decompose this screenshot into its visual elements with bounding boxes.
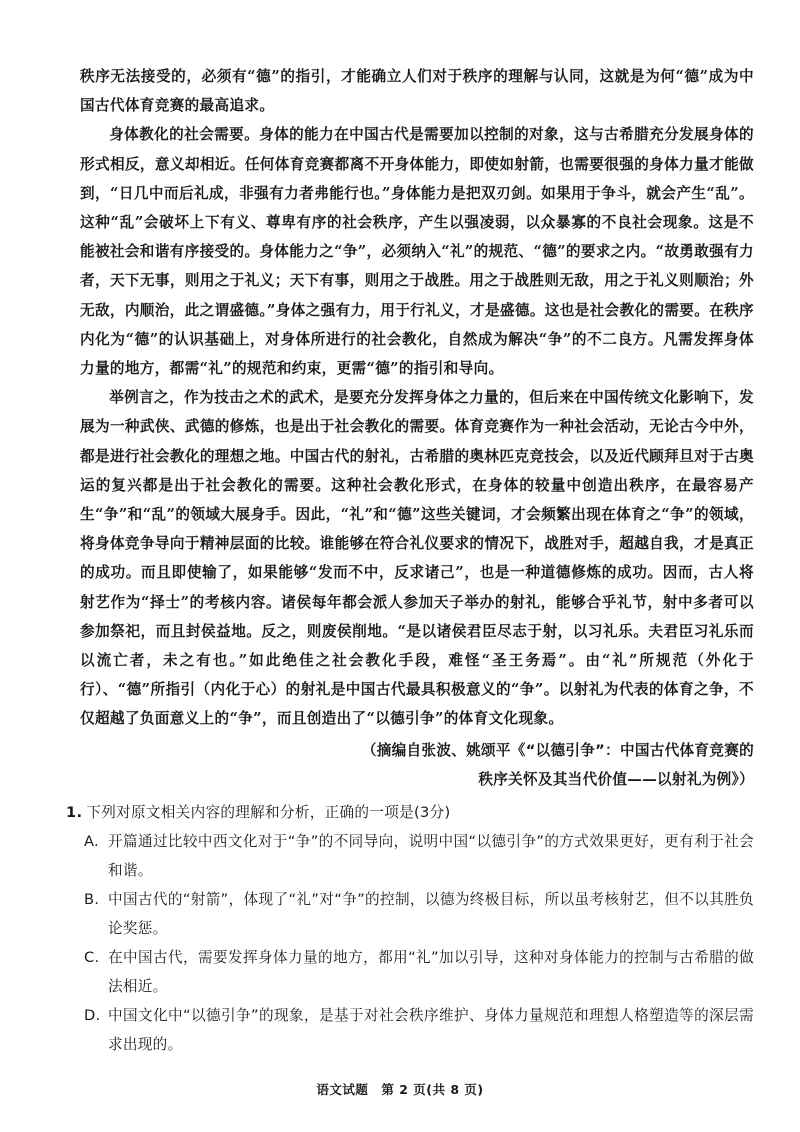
article-paragraph-3: 举例言之，作为技击之术的武术，是要充分发挥身体之力量的，但后来在中国传统文化影响下，发展为一种武侠、武德的修炼，也是出于社会教化的需要。体育竞赛作为一种社会活动，无论古今中外，都是进行社会教化的理想之地。中国古代的射礼，古希腊的奥林匹克竞技会，以及近代顾拜旦对于古奥运的复兴都是出于社会教化的需要。这种社会教化形式，在身体的较量中创造出秩序，在最容易产生“争”和“乱”的领域大展身手。因此，“礼”和“德”这些关键词，才会频繁出现在体育之“争”的领域，将身体竞争导向于精神层面的比较。谁能够在符合礼仪要求的情况下，战胜对手，超越自我，才是真正的成功。而且即使输了，如果能够“发而不中，反求诸己”，也是一种道德修炼的成功。因而，古人将射艺作为“择士”的考核内容。诸侯每年都会派人参加天子举办的射礼，能够合乎礼节，射中多者可以参加祭祀，而且封侯益地。反之，则废侯削地。“是以诸侯君臣尽志于射，以习礼乐。夫君臣习礼乐而以流亡者，未之有也。”如此绝佳之社会教化手段，难怪“圣王务焉”。由“礼”所规范（外化于行）、“德”所指引（内化于心）的射礼是中国古代最具积极意义的“争”。以射礼为代表的体育之争，不仅超越了负面意义上的“争”，而且创造出了“以德引争”的体育文化现象。 [80,389,754,728]
page-footer: 语文试题 第 2 页(共 8 页) [316,1082,484,1097]
option-c[interactable] [84,943,754,1001]
article-body [80,62,754,794]
option-letter: C. [84,949,100,967]
option-text: 开篇通过比较中西文化对于“争”的不同导向，说明中国“以德引争”的方式效果更好，更有利于社会和谐。 [108,833,754,880]
option-d[interactable] [84,1001,754,1059]
article-paragraph-1: 秩序无法接受的，必须有“德”的指引，才能确立人们对于秩序的理解与认同，这就是为何“德”成为中国古代体育竞赛的最高追求。 [80,68,754,115]
question-stem [66,798,754,827]
question-stem-text: 下列对原文相关内容的理解和分析，正确的一项是(3分) [86,804,451,822]
option-letter: D. [84,1007,101,1025]
question-1 [66,798,754,1059]
article-citation [80,736,754,794]
citation-line-2: 秩序关怀及其当代价值——以射礼为例》） [478,770,754,788]
option-b[interactable] [84,885,754,943]
option-text: 中国古代的“射箭”，体现了“礼”对“争”的控制，以德为终极目标，所以虽考核射艺，但不以其胜负论奖惩。 [108,891,754,938]
option-text: 在中国古代，需要发挥身体力量的地方，都用“礼”加以引导，这种对身体能力的控制与古希腊的做法相近。 [108,949,754,996]
option-letter: B. [84,891,100,909]
article-paragraph-2: 身体教化的社会需要。身体的能力在中国古代是需要加以控制的对象，这与古希腊充分发展身体的形式相反，意义却相近。任何体育竞赛都离不开身体能力，即使如射箭，也需要很强的身体力量才能做到，“日几中而后礼成，非强有力者弗能行也。”身体能力是把双刃剑。如果用于争斗，就会产生“乱”。这种“乱”会破坏上下有义、尊卑有序的社会秩序，产生以强凌弱，以众暴寡的不良社会现象。这是不能被社会和谐有序接受的。身体能力之“争”，必须纳入“礼”的规范、“德”的要求之内。“故勇敢强有力者，天下无事，则用之于礼义；天下有事，则用之于战胜。用之于战胜则无敌，用之于礼义则顺治；外无敌，内顺治，此之谓盛德。”身体之强有力，用于行礼义，才是盛德。这也是社会教化的需要。在秩序内化为“德”的认识基础上，对身体所进行的社会教化，自然成为解决“争”的不二良方。凡需发挥身体力量的地方，都需“礼”的规范和约束，更需“德”的指引和导向。 [80,126,754,378]
citation-line-1: （摘编自张波、姚颂平《“以德引争”：中国古代体育竞赛的 [361,741,754,759]
option-text: 中国文化中“以德引争”的现象，是基于对社会秩序维护、身体力量规范和理想人格塑造等的深层需求出现的。 [108,1007,754,1054]
option-letter: A. [84,833,99,851]
question-number: 1. [66,804,83,822]
option-a[interactable] [84,827,754,885]
